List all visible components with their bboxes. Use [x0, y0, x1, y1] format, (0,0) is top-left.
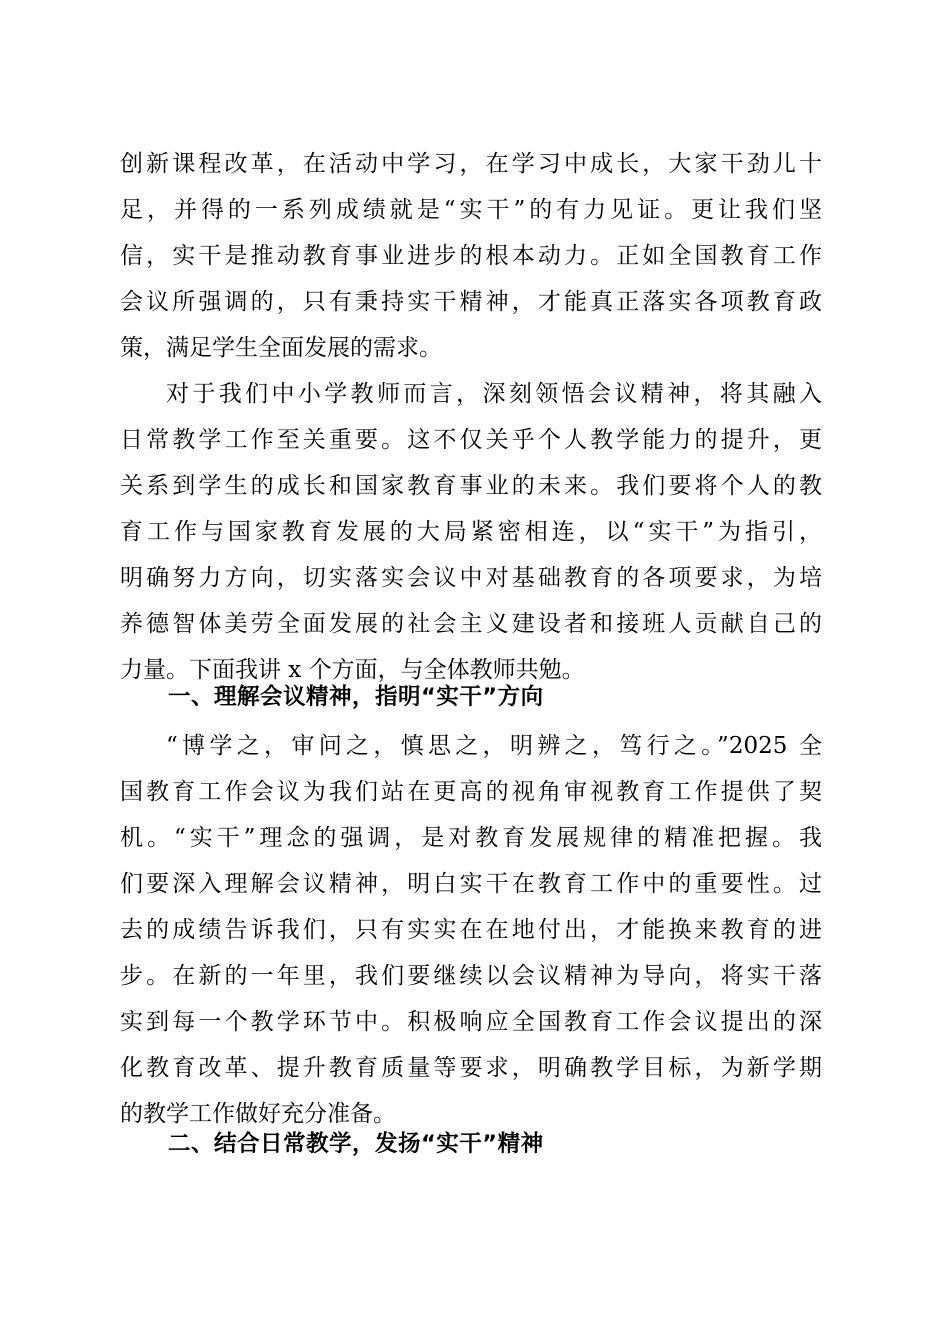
section-1-line-2: 国教育工作会议为我们站在更高的视角审视教育工作提供了契 [120, 779, 822, 805]
paragraph-2-line-3: 关系到学生的成长和国家教育事业的未来。我们要将个人的教 [120, 473, 822, 499]
paragraph-1-line-3: 信，实干是推动教育事业进步的根本动力。正如全国教育工作 [120, 243, 822, 269]
section-1-line-8: 化教育改革、提升教育质量等要求，明确教学目标，为新学期 [120, 1055, 822, 1081]
paragraph-2-line-5: 明确努力方向，切实落实会议中对基础教育的各项要求，为培 [120, 565, 822, 591]
section-heading-1: 一、理解会议精神，指明“实干”方向 [168, 684, 544, 710]
paragraph-1-line-1: 创新课程改革，在活动中学习，在学习中成长，大家干劲儿十 [120, 151, 822, 177]
paragraph-2-line-6: 养德智体美劳全面发展的社会主义建设者和接班人贡献自己的 [120, 611, 822, 637]
paragraph-1-line-2: 足，并得的一系列成绩就是“实干”的有力见证。更让我们坚 [120, 197, 822, 223]
section-1-line-1: “博学之，审问之，慎思之，明辨之，笃行之。”2025 全 [166, 733, 822, 759]
section-1-line-5: 去的成绩告诉我们，只有实实在在地付出，才能换来教育的进 [120, 917, 822, 943]
paragraph-2-line-4: 育工作与国家教育发展的大局紧密相连，以“实干”为指引， [120, 519, 822, 545]
section-1-line-3: 机。“实干”理念的强调，是对教育发展规律的精准把握。我 [120, 825, 822, 851]
paragraph-2-line-7: 力量。下面我讲 x 个方面，与全体教师共勉。 [120, 657, 585, 683]
section-heading-2: 二、结合日常教学，发扬“实干”精神 [168, 1131, 544, 1157]
section-1-line-4: 们要深入理解会议精神，明白实干在教育工作中的重要性。过 [120, 871, 822, 897]
paragraph-1-line-5: 策，满足学生全面发展的需求。 [120, 335, 442, 361]
paragraph-1-line-4: 会议所强调的，只有秉持实干精神，才能真正落实各项教育政 [120, 289, 822, 315]
section-1-line-9: 的教学工作做好充分准备。 [120, 1101, 396, 1127]
paragraph-2-line-1: 对于我们中小学教师而言，深刻领悟会议精神，将其融入 [166, 381, 822, 407]
paragraph-2-line-2: 日常教学工作至关重要。这不仅关乎个人教学能力的提升，更 [120, 427, 822, 453]
section-1-line-7: 实到每一个教学环节中。积极响应全国教育工作会议提出的深 [120, 1009, 822, 1035]
section-1-line-6: 步。在新的一年里，我们要继续以会议精神为导向，将实干落 [120, 963, 822, 989]
